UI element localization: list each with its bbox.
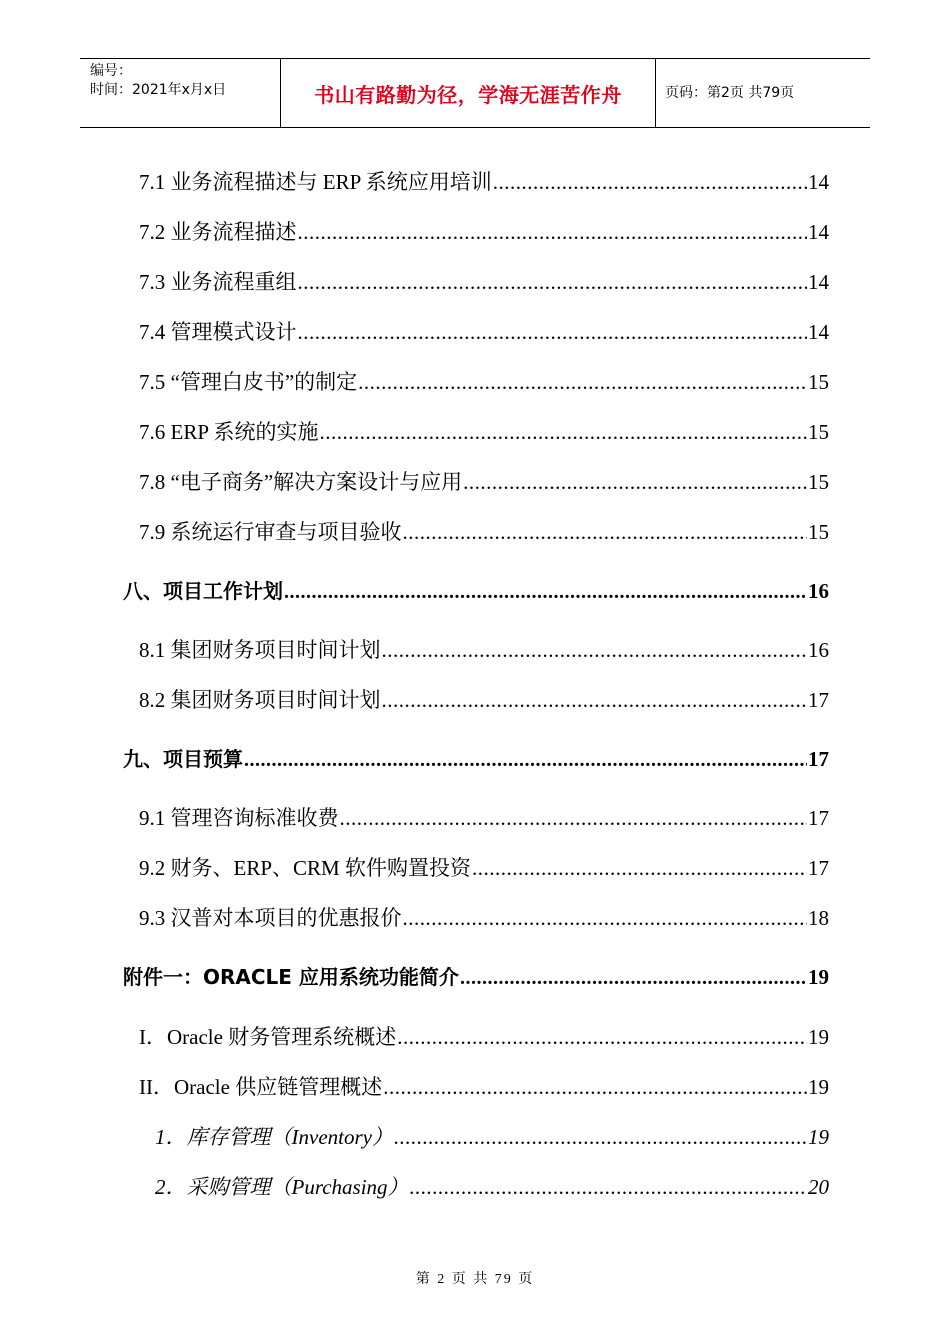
leader-dots: [403, 906, 808, 931]
toc-entry-title: 7.9 系统运行审查与项目验收: [139, 520, 402, 544]
header-slogan-cell: [280, 59, 656, 127]
leader-dots: [397, 1025, 807, 1050]
leader-dots: [298, 320, 808, 345]
toc-entry-title: 9.1 管理咨询标准收费: [139, 806, 339, 830]
toc-entry-page: 19: [808, 1025, 829, 1049]
toc-entry-page: 19: [808, 1125, 829, 1149]
number-label: 编号：: [90, 63, 132, 79]
toc-entry-title: 7.1 业务流程描述与 ERP 系统应用培训: [139, 170, 492, 194]
toc-entry-page: 16: [808, 579, 829, 603]
leader-dots: [460, 967, 807, 990]
leader-dots: [382, 638, 808, 663]
toc-subentry[interactable]: [155, 1121, 829, 1151]
toc-entry[interactable]: [139, 216, 829, 246]
toc-entry-title: 1．库存管理（Inventory）: [155, 1125, 393, 1149]
toc-entry[interactable]: [139, 634, 829, 664]
toc-entry-page: 17: [808, 806, 829, 830]
toc-entry-page: 14: [808, 170, 829, 194]
toc-entry-page: 16: [808, 638, 829, 662]
toc-entry[interactable]: [139, 684, 829, 714]
toc-entry-page: 14: [808, 220, 829, 244]
toc-entry-page: 19: [808, 1075, 829, 1099]
toc-entry-title: II．Oracle 供应链管理概述: [139, 1075, 383, 1099]
toc-entry[interactable]: [139, 802, 829, 832]
toc-entry[interactable]: [139, 1021, 829, 1051]
toc-entry-title: 7.3 业务流程重组: [139, 270, 297, 294]
toc-entry-page: 15: [808, 520, 829, 544]
toc-entry-title: 7.6 ERP 系统的实施: [139, 420, 319, 444]
toc-entry-page: 15: [808, 470, 829, 494]
leader-dots: [319, 420, 807, 445]
time-label: 时间：2021年x月x日: [90, 82, 227, 98]
leader-dots: [284, 581, 807, 604]
toc-entry-page: 19: [808, 965, 829, 989]
toc-entry-title: 9.3 汉普对本项目的优惠报价: [139, 906, 402, 930]
toc-entry-title: 7.2 业务流程描述: [139, 220, 297, 244]
header-meta-cell: [80, 59, 280, 127]
toc-entry[interactable]: [139, 366, 829, 396]
header-page-cell: [655, 59, 870, 127]
toc-entry-page: 17: [808, 856, 829, 880]
toc-entry-page: 14: [808, 320, 829, 344]
toc-entry-title: 8.1 集团财务项目时间计划: [139, 638, 381, 662]
slogan: 书山有路勤为径，学海无涯苦作舟: [314, 83, 622, 107]
leader-dots: [463, 470, 807, 495]
leader-dots: [383, 1075, 807, 1100]
toc-entry-title: 9.2 财务、ERP、CRM 软件购置投资: [139, 856, 471, 880]
toc-entry[interactable]: [139, 466, 829, 496]
leader-dots: [394, 1125, 807, 1150]
leader-dots: [472, 856, 807, 881]
toc-entry-title: 附件一：ORACLE 应用系统功能简介: [123, 965, 459, 989]
toc-entry-title: 7.5 “管理白皮书”的制定: [139, 370, 358, 394]
leader-dots: [298, 220, 808, 245]
toc-entry-page: 17: [808, 688, 829, 712]
leader-dots: [382, 688, 808, 713]
toc-entry-page: 17: [808, 747, 829, 771]
toc-entry-page: 20: [808, 1175, 829, 1199]
toc-chapter-entry[interactable]: [123, 575, 829, 604]
toc-entry[interactable]: [139, 166, 829, 196]
toc-entry-page: 18: [808, 906, 829, 930]
leader-dots: [358, 370, 807, 395]
toc-entry[interactable]: [139, 266, 829, 296]
toc-entry[interactable]: [139, 516, 829, 546]
toc-entry[interactable]: [139, 902, 829, 932]
toc-subentry[interactable]: [155, 1171, 829, 1201]
page-footer: 第 2 页 共 79 页: [415, 1272, 535, 1287]
page-header: [80, 58, 870, 128]
toc-entry-title: 八、项目工作计划: [123, 579, 283, 603]
leader-dots: [493, 170, 807, 195]
toc-entry-page: 15: [808, 420, 829, 444]
toc-entry[interactable]: [139, 416, 829, 446]
page-label: 页码：第2页 共79页: [665, 85, 795, 101]
toc-entry[interactable]: [139, 852, 829, 882]
toc-entry[interactable]: [139, 316, 829, 346]
leader-dots: [244, 749, 807, 772]
leader-dots: [403, 520, 808, 545]
leader-dots: [340, 806, 808, 831]
toc-entry-title: 2．采购管理（Purchasing）: [155, 1175, 409, 1199]
toc-chapter-entry[interactable]: [123, 961, 829, 990]
toc-entry[interactable]: [139, 1071, 829, 1101]
leader-dots: [410, 1175, 807, 1200]
toc-entry-page: 14: [808, 270, 829, 294]
toc-chapter-entry[interactable]: [123, 743, 829, 772]
toc-entry-title: I．Oracle 财务管理系统概述: [139, 1025, 397, 1049]
toc-entry-title: 九、项目预算: [123, 747, 243, 771]
leader-dots: [298, 270, 808, 295]
toc-entry-title: 7.8 “电子商务”解决方案设计与应用: [139, 470, 463, 494]
toc-entry-title: 7.4 管理模式设计: [139, 320, 297, 344]
toc-entry-page: 15: [808, 370, 829, 394]
toc-entry-title: 8.2 集团财务项目时间计划: [139, 688, 381, 712]
